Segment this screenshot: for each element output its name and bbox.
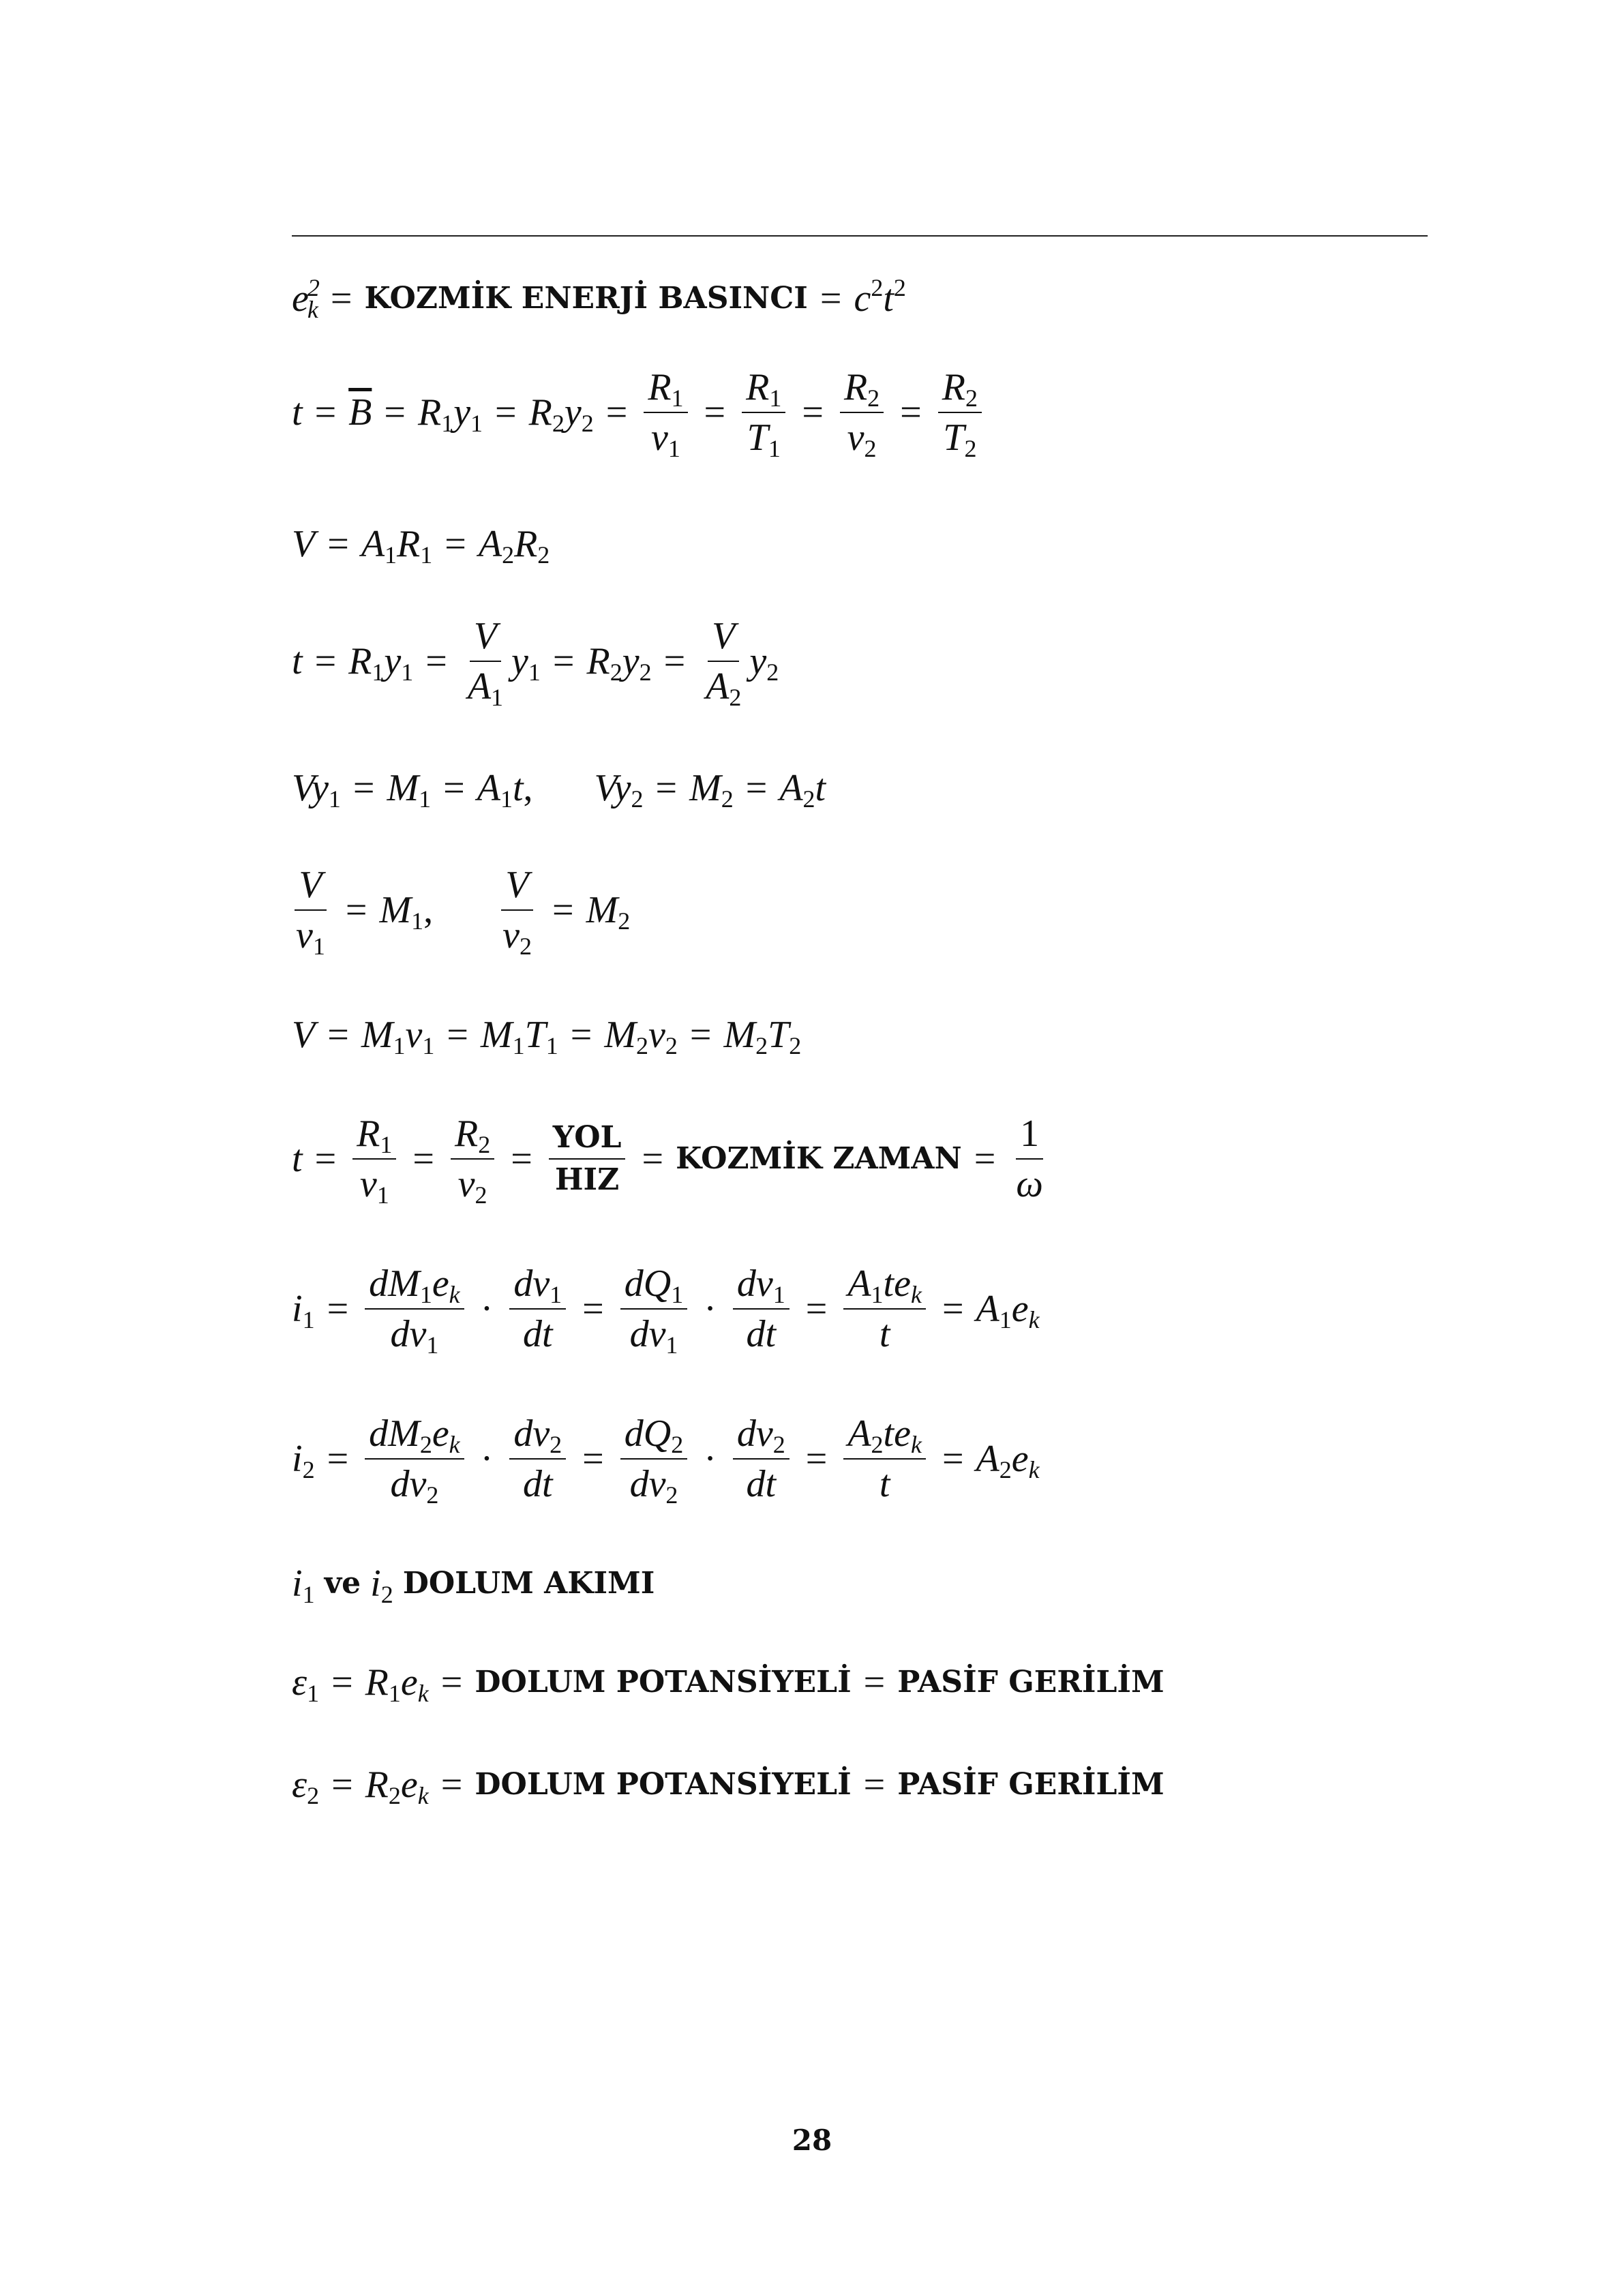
equation-potential-1: $\varepsilon_1$ = $R_1e_k$ = DOLUM POTANSİYELİ = PASİF GERİLİM [292,1661,1164,1707]
statement-charging-current: $i_1$ ve $i_2$ DOLUM AKIMI [292,1562,655,1608]
equation-cosmic-time: t = $\frac{R_1}{v_1}$ = $\frac{R_2}{v_2}$ = $\frac{\text{YOL}}{\text{HIZ}}$ = KOZMİK ZAMAN = $\frac{1}{\omega}$ [292,1113,1043,1209]
equation-volume: V = $A_1R_1$ = $A_2R_2$ [292,523,550,569]
label-dolum-akimi: DOLUM AKIMI [402,1566,655,1601]
label-ve: ve [324,1566,361,1601]
label-yol: YOL [549,1123,626,1160]
label-kozmik-enerji-basinci: KOZMİK ENERJİ BASINCI [364,281,808,316]
label-pasif-gerilim: PASİF GERİLİM [897,1665,1164,1700]
label-dolum-potansiyeli: DOLUM POTANSİYELİ [475,1665,852,1700]
label-pasif-gerilim: PASİF GERİLİM [897,1767,1164,1802]
equation-mass-velocity: $\frac{V}{v_1}$ = $M_1$ , $\frac{V}{v_2}$ = $M_2$ [296,864,631,960]
equation-cosmic-energy-pressure: $e^2_k$ = KOZMİK ENERJİ BASINCI = $c^2t^2$ [292,274,906,323]
equation-current-1: $i_1$ = $\frac{dM_1e_k}{dv_1}$ · $\frac{dv_1}{dt}$ = $\frac{dQ_1}{dv_1}$ · $\frac{dv_1}{dt}$ = $\frac{A_1te_k}{t}$ = $A_1e_k$ [292,1263,1040,1359]
equation-volume-mass: V = $M_1v_1$ = $M_1T_1$ = $M_2v_2$ = $M_2T_2$ [292,1014,802,1059]
equation-mass: $Vy_1$ = $M_1$ = $A_1t$ , $Vy_2$ = $M_2$ = $A_2t$ [292,767,826,813]
label-dolum-potansiyeli: DOLUM POTANSİYELİ [475,1767,852,1802]
equation-current-2: $i_2$ = $\frac{dM_2e_k}{dv_2}$ · $\frac{dv_2}{dt}$ = $\frac{dQ_2}{dv_2}$ · $\frac{dv_2}{dt}$ = $\frac{A_2te_k}{t}$ = $A_2e_k$ [292,1413,1040,1509]
equation-time-definition: t = $\overline{B}$ = $R_1y_1$ = $R_2y_2$ = $\frac{R_1}{v_1}$ = $\frac{R_1}{T_1}$ = $\frac{R_2}{v_2}$ = $\frac{R_2}{T_2}$ [292,368,986,457]
page-number: 28 [792,2124,832,2157]
equation-potential-2: $\varepsilon_2$ = $R_2e_k$ = DOLUM POTANSİYELİ = PASİF GERİLİM [292,1764,1164,1809]
equation-time-volume: t = $R_1y_1$ = $\frac{V}{A_1}$ $y_1$ = $R_2y_2$ = $\frac{V}{A_2}$ $y_2$ [292,615,779,711]
label-hiz: HIZ [554,1162,620,1197]
label-kozmik-zaman: KOZMİK ZAMAN [676,1141,962,1176]
header-rule [292,235,1428,237]
